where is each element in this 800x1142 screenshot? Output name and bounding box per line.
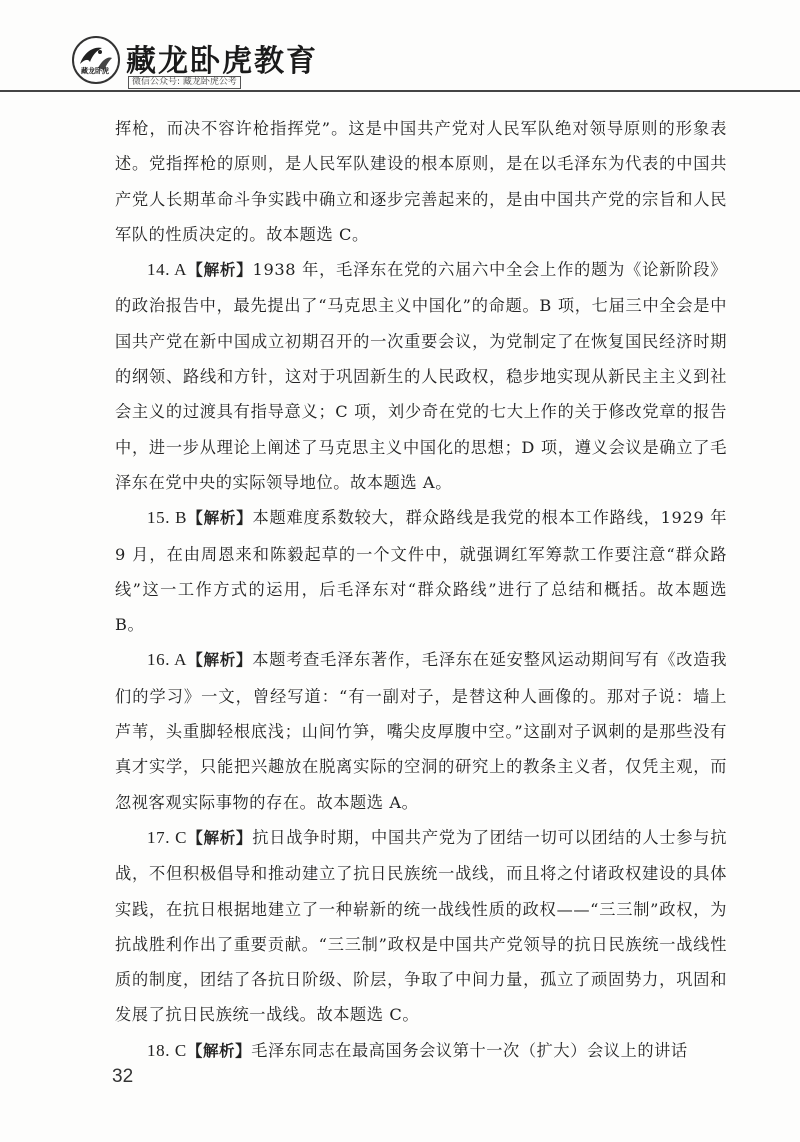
header-divider <box>0 90 800 92</box>
answer-text: 本题考查毛泽东著作，毛泽东在延安整风运动期间写有《改造我们的学习》一文，曾经写道：“有一副对子，是替这种人画像的。那对子说：墙上芦苇，头重脚轻根底浅；山间竹笋，嘴尖皮厚腹中空。”这副对子讽刺的是那些没有真才实学，只能把兴趣放在脱离实际的空洞的研究上的教条主义者，仅凭主观，而忽视客观实际事物的存在。故本题选 A。 <box>115 650 727 812</box>
analysis-tag: 【解析】 <box>187 651 253 670</box>
analysis-tag: 【解析】 <box>187 509 253 528</box>
page-number: 32 <box>112 1066 134 1087</box>
answer-number: 18. C <box>147 1040 187 1060</box>
answer-item-14 <box>115 252 727 500</box>
continuation-paragraph: 挥枪，而决不容许枪指挥党”。这是中国共产党对人民军队绝对领导原则的形象表述。党指挥枪的原则，是人民军队建设的根本原则，是在以毛泽东为代表的中国共产党人长期革命斗争实践中确立和逐步完善起来的，是由中国共产党的宗旨和人民军队的性质决定的。故本题选 C。 <box>115 119 727 244</box>
answer-item-16 <box>115 642 727 819</box>
brand-subtitle: 微信公众号: 藏龙卧虎公考 <box>128 76 241 89</box>
answer-text: 抗日战争时期，中国共产党为了团结一切可以团结的人士参与抗战，不但积极倡导和推动建立了抗日民族统一战线，而且将之付诸政权建设的具体实践，在抗日根据地建立了一种崭新的统一战线性质的政权——“三三制”政权，为抗战胜利作出了重要贡献。“三三制”政权是中国共产党领导的抗日民族统一战线性质的制度，团结了各抗日阶级、阶层，争取了中间力量，孤立了顽固势力，巩固和发展了抗日民族统一战线。故本题选 C。 <box>115 827 727 1025</box>
analysis-tag: 【解析】 <box>187 828 253 847</box>
answer-number: 15. B <box>147 508 188 528</box>
answer-text: 1938 年，毛泽东在党的六届六中全会上作的题为《论新阶段》的政治报告中，最先提出了“马克思主义中国化”的命题。B 项，七届三中全会是中国共产党在新中国成立初期召开的一次重要会议，为党制定了在恢复国民经济时期的纲领、路线和方针，这对于巩固新生的人民政权，稳步地实现从新民主主义到社会主义的过渡具有指导意义；C 项，刘少奇在党的七大上作的关于修改党章的报告中，进一步从理论上阐述了马克思主义中国化的思想；D 项，遵义会议是确立了毛泽东在党中央的实际领导地位。故本题选 A。 <box>115 260 727 492</box>
analysis-tag: 【解析】 <box>186 1041 252 1060</box>
answer-number: 17. C <box>147 827 188 847</box>
answer-number: 16. A <box>147 650 188 670</box>
answer-item-17 <box>115 820 727 1033</box>
answer-text: 本题难度系数较大，群众路线是我党的根本工作路线，1929 年 9 月，在由周恩来和陈毅起草的一个文件中，就强调红军筹款工作要注意“群众路线”这一工作方式的运用，后毛泽东对“群众路线”进行了总结和概括。故本题选 B。 <box>115 508 727 635</box>
answer-number: 14. A <box>147 260 188 280</box>
page-header <box>0 0 800 92</box>
answer-item-18 <box>115 1033 727 1069</box>
answer-content <box>115 111 727 1069</box>
logo-icon <box>72 36 120 84</box>
logo-caption: 藏龙卧虎 <box>81 67 109 75</box>
analysis-tag: 【解析】 <box>187 261 253 280</box>
answer-text: 毛泽东同志在最高国务会议第十一次（扩大）会议上的讲话 <box>251 1040 688 1060</box>
brand-name: 藏龙卧虎教育 <box>126 44 318 79</box>
answer-item-15 <box>115 500 727 642</box>
